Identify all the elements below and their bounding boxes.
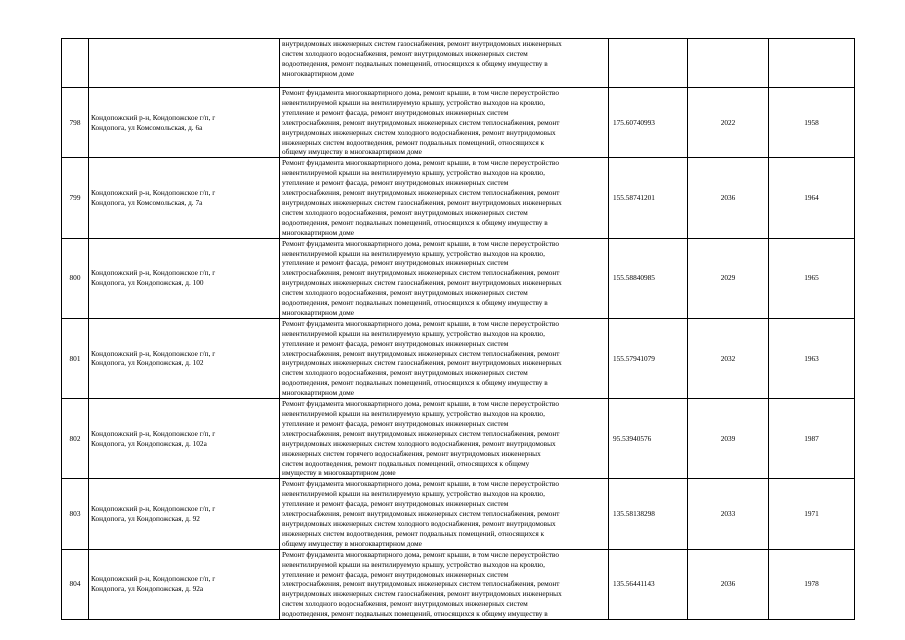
works-line: электроснабжения, ремонт внутридомовых инженерных систем теплоснабжения, ремонт — [282, 579, 560, 589]
works-line: невентилируемой крыши на вентилируемую крышу, устройство выходов на кровлю, — [282, 328, 545, 338]
address-line: Кондопога, ул Кондопожская, д. 92 — [91, 514, 200, 524]
address-cell — [89, 88, 280, 158]
planned-year-cell: 2036 — [688, 158, 769, 238]
row-number-cell: 802 — [62, 399, 89, 479]
works-line: водоотведения, ремонт подвальных помещений, относящихся к общему имуществу в — [282, 298, 548, 308]
works-line: внутридомовых инженерных систем газоснабжения, ремонт внутридомовых инженерных — [282, 39, 562, 48]
works-line: многоквартирном доме — [282, 227, 354, 237]
table-row — [62, 238, 855, 318]
planned-year-cell: 2029 — [688, 238, 769, 318]
works-line: инженерных систем водоотведения, ремонт подвальных помещений, относящихся к — [282, 137, 545, 147]
address-line: Кондопожский р-н, Кондопожское г/п, г — [91, 112, 216, 122]
works-line: многоквартирном доме — [282, 388, 354, 398]
works-line: невентилируемой крыши на вентилируемую крышу, устройство выходов на кровлю, — [282, 168, 545, 178]
works-line: внутридомовых инженерных систем газоснабжения, ремонт внутридомовых инженерных — [282, 278, 562, 288]
address-cell — [89, 39, 280, 88]
works-line: общему имуществу в многоквартирном доме — [282, 147, 422, 157]
row-number-cell — [62, 39, 89, 88]
build-year-cell: 1987 — [769, 399, 855, 479]
build-year-cell — [769, 39, 855, 88]
works-line: Ремонт фундамента многоквартирного дома, ремонт крыши, в том числе переустройство — [282, 158, 559, 168]
works-cell — [280, 549, 609, 619]
row-number-cell: 798 — [62, 88, 89, 158]
works-line: Ремонт фундамента многоквартирного дома, ремонт крыши, в том числе переустройство — [282, 318, 559, 328]
works-line: внутридомовых инженерных систем газоснабжения, ремонт внутридомовых инженерных — [282, 197, 562, 207]
row-number-cell: 801 — [62, 318, 89, 398]
works-line: Ремонт фундамента многоквартирного дома, ремонт крыши, в том числе переустройство — [282, 88, 559, 97]
table-row — [62, 318, 855, 398]
table-row — [62, 158, 855, 238]
works-line: Ремонт фундамента многоквартирного дома, ремонт крыши, в том числе переустройство — [282, 399, 559, 409]
address-line: Кондопожский р-н, Кондопожское г/п, г — [91, 504, 216, 514]
works-line: невентилируемой крыши на вентилируемую крышу, устройство выходов на кровлю, — [282, 409, 545, 418]
table-body — [62, 39, 855, 620]
address-cell — [89, 399, 280, 479]
works-cell — [280, 158, 609, 238]
table-row — [62, 479, 855, 549]
works-line: внутридомовых инженерных систем холодного водоснабжения, ремонт внутридомовых — [282, 518, 556, 528]
address-line: Кондопога, ул Кондопожская, д. 100 — [91, 278, 204, 288]
build-year-cell: 1963 — [769, 318, 855, 398]
address-cell — [89, 318, 280, 398]
works-line: внутридомовых инженерных систем холодного водоснабжения, ремонт внутридомовых — [282, 127, 556, 137]
amount-cell: 155.58741201 — [609, 158, 688, 238]
table-row — [62, 399, 855, 479]
address-cell — [89, 549, 280, 619]
planned-year-cell: 2039 — [688, 399, 769, 479]
works-line: водоотведения, ремонт подвальных помещений, относящихся к общему имуществу в — [282, 58, 548, 68]
works-line: невентилируемой крыши на вентилируемую крышу, устройство выходов на кровлю, — [282, 248, 545, 258]
works-line: Ремонт фундамента многоквартирного дома, ремонт крыши, в том числе переустройство — [282, 238, 559, 248]
works-line: водоотведения, ремонт подвальных помещений, относящихся к общему имуществу в — [282, 609, 548, 619]
works-line: внутридомовых инженерных систем холодного водоснабжения, ремонт внутридомовых — [282, 438, 556, 448]
works-cell — [280, 399, 609, 479]
works-line: утепление и ремонт фасада, ремонт внутридомовых инженерных систем — [282, 499, 509, 509]
works-line: электроснабжения, ремонт внутридомовых инженерных систем теплоснабжения, ремонт — [282, 268, 560, 278]
works-cell — [280, 39, 609, 88]
works-line: утепление и ремонт фасада, ремонт внутридомовых инженерных систем — [282, 258, 509, 268]
row-number-cell: 799 — [62, 158, 89, 238]
planned-year-cell — [688, 39, 769, 88]
amount-cell: 155.57941079 — [609, 318, 688, 398]
planned-year-cell: 2033 — [688, 479, 769, 549]
row-number-cell: 800 — [62, 238, 89, 318]
works-line: имуществу в многоквартирном доме — [282, 468, 396, 478]
works-line: инженерных систем водоотведения, ремонт подвальных помещений, относящихся к — [282, 528, 545, 538]
planned-year-cell: 2022 — [688, 88, 769, 158]
planned-year-cell: 2036 — [688, 549, 769, 619]
works-line: Ремонт фундамента многоквартирного дома, ремонт крыши, в том числе переустройство — [282, 479, 559, 489]
build-year-cell: 1964 — [769, 158, 855, 238]
works-line: невентилируемой крыши на вентилируемую крышу, устройство выходов на кровлю, — [282, 97, 545, 107]
address-cell — [89, 238, 280, 318]
amount-cell: 175.60740993 — [609, 88, 688, 158]
works-line: невентилируемой крыши на вентилируемую крышу, устройство выходов на кровлю, — [282, 489, 545, 499]
works-line: утепление и ремонт фасада, ремонт внутридомовых инженерных систем — [282, 178, 509, 188]
works-line: систем холодного водоснабжения, ремонт внутридомовых инженерных систем — [282, 288, 528, 298]
address-line: Кондопога, ул Комсомольская, д. 7а — [91, 197, 203, 207]
table-row — [62, 88, 855, 158]
works-line: систем холодного водоснабжения, ремонт внутридомовых инженерных систем — [282, 368, 528, 378]
works-cell — [280, 88, 609, 158]
works-line: утепление и ремонт фасада, ремонт внутридомовых инженерных систем — [282, 569, 509, 579]
address-line: Кондопожский р-н, Кондопожское г/п, г — [91, 574, 216, 584]
address-cell — [89, 479, 280, 549]
works-line: внутридомовых инженерных систем газоснабжения, ремонт внутридомовых инженерных — [282, 358, 562, 368]
works-line: систем холодного водоснабжения, ремонт внутридомовых инженерных систем — [282, 48, 528, 58]
works-line: многоквартирном доме — [282, 68, 354, 78]
works-line: Ремонт фундамента многоквартирного дома, ремонт крыши, в том числе переустройство — [282, 549, 559, 559]
works-cell — [280, 318, 609, 398]
works-line: электроснабжения, ремонт внутридомовых инженерных систем теплоснабжения, ремонт — [282, 509, 560, 519]
works-cell — [280, 238, 609, 318]
works-line: водоотведения, ремонт подвальных помещений, относящихся к общему имуществу в — [282, 378, 548, 388]
address-line: Кондопожский р-н, Кондопожское г/п, г — [91, 428, 216, 438]
build-year-cell: 1978 — [769, 549, 855, 619]
amount-cell: 135.58138298 — [609, 479, 688, 549]
row-number-cell: 803 — [62, 479, 89, 549]
planned-year-cell: 2032 — [688, 318, 769, 398]
works-line: водоотведения, ремонт подвальных помещений, относящихся к общему имуществу в — [282, 217, 548, 227]
amount-cell: 155.58840985 — [609, 238, 688, 318]
address-line: Кондопожский р-н, Кондопожское г/п, г — [91, 348, 216, 358]
amount-cell — [609, 39, 688, 88]
works-line: систем холодного водоснабжения, ремонт внутридомовых инженерных систем — [282, 599, 528, 609]
works-line: электроснабжения, ремонт внутридомовых инженерных систем теплоснабжения, ремонт — [282, 117, 560, 127]
works-line: систем холодного водоснабжения, ремонт внутридомовых инженерных систем — [282, 207, 528, 217]
table-row — [62, 549, 855, 619]
row-number-cell: 804 — [62, 549, 89, 619]
works-line: невентилируемой крыши на вентилируемую крышу, устройство выходов на кровлю, — [282, 559, 545, 569]
works-line: электроснабжения, ремонт внутридомовых инженерных систем теплоснабжения, ремонт — [282, 348, 560, 358]
works-cell — [280, 479, 609, 549]
works-line: внутридомовых инженерных систем газоснабжения, ремонт внутридомовых инженерных — [282, 589, 562, 599]
address-line: Кондопога, ул Кондопожская, д. 102а — [91, 438, 207, 448]
address-line: Кондопога, ул Комсомольская, д. 6а — [91, 122, 203, 132]
repair-program-table — [61, 38, 855, 620]
build-year-cell: 1958 — [769, 88, 855, 158]
works-line: утепление и ремонт фасада, ремонт внутридомовых инженерных систем — [282, 107, 509, 117]
address-line: Кондопожский р-н, Кондопожское г/п, г — [91, 188, 216, 198]
amount-cell: 95.53940576 — [609, 399, 688, 479]
works-line: электроснабжения, ремонт внутридомовых инженерных систем теплоснабжения, ремонт — [282, 188, 560, 198]
amount-cell: 135.56441143 — [609, 549, 688, 619]
table-row — [62, 39, 855, 88]
address-cell — [89, 158, 280, 238]
address-line: Кондопожский р-н, Кондопожское г/п, г — [91, 268, 216, 278]
address-line: Кондопога, ул Кондопожская, д. 92а — [91, 584, 204, 594]
works-line: утепление и ремонт фасада, ремонт внутридомовых инженерных систем — [282, 338, 509, 348]
works-line: утепление и ремонт фасада, ремонт внутридомовых инженерных систем — [282, 418, 509, 428]
build-year-cell: 1971 — [769, 479, 855, 549]
works-line: общему имуществу в многоквартирном доме — [282, 538, 422, 548]
works-line: систем водоотведения, ремонт подвальных помещений, относящихся к общему — [282, 458, 530, 468]
address-line: Кондопога, ул Кондопожская, д. 102 — [91, 358, 204, 368]
works-line: многоквартирном доме — [282, 307, 354, 317]
works-line: инженерных систем горячего водоснабжения, ремонт внутридомовых инженерных — [282, 448, 541, 458]
build-year-cell: 1965 — [769, 238, 855, 318]
works-line: электроснабжения, ремонт внутридомовых инженерных систем теплоснабжения, ремонт — [282, 428, 560, 438]
